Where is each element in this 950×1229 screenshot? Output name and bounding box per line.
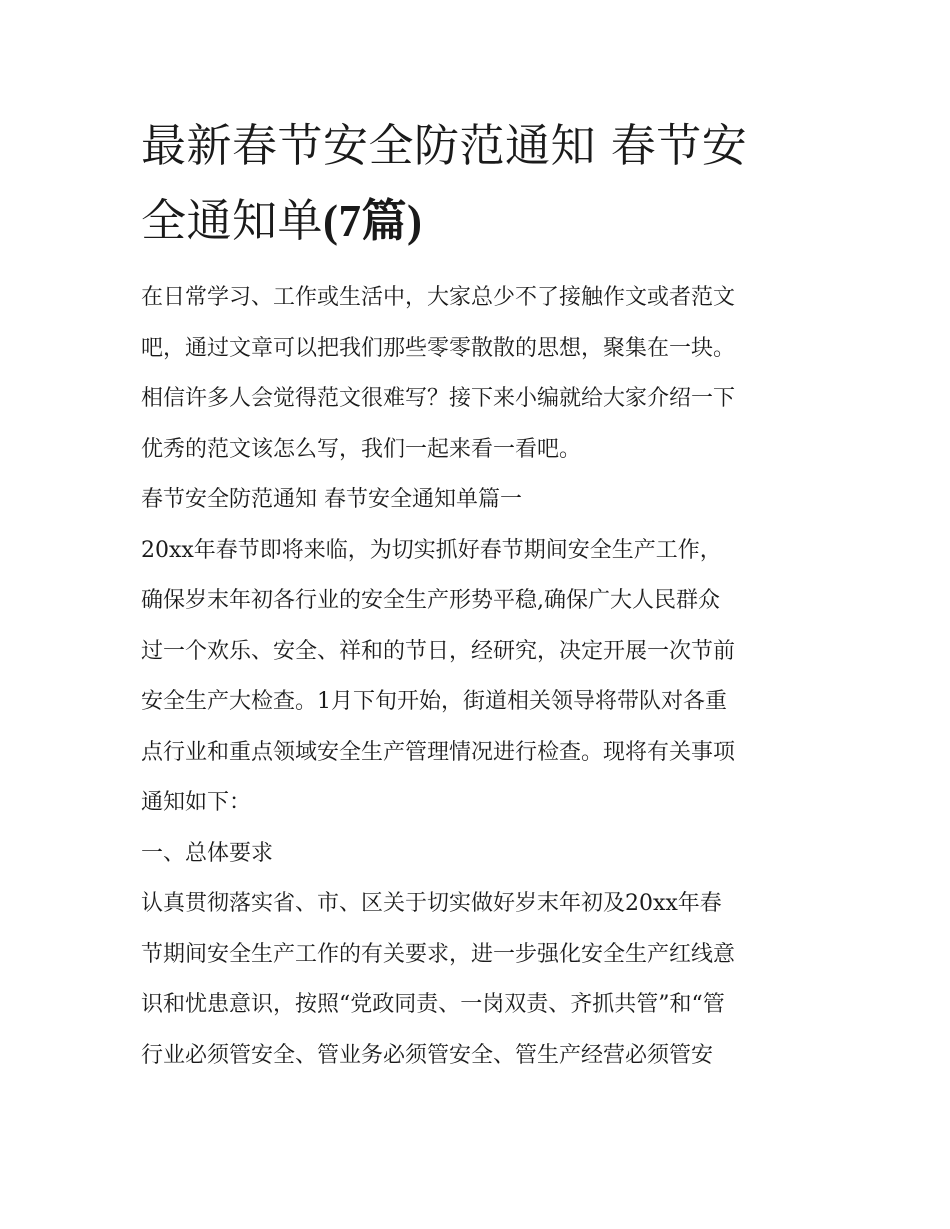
text-line: 相信许多人会觉得范文很难写？接下来小编就给大家介绍一下 xyxy=(141,386,736,411)
document-page xyxy=(141,108,813,1081)
text-line: 通知如下： xyxy=(141,790,252,815)
section-title xyxy=(141,475,813,526)
text-line: 安全生产大检查。1月下旬开始，街道相关领导将带队对各重 xyxy=(141,689,727,714)
paragraph-2 xyxy=(141,879,813,1081)
text-line: 优秀的范文该怎么写，我们一起来看一看吧。 xyxy=(141,436,582,462)
document-body xyxy=(141,273,813,1081)
heading-general-requirements xyxy=(141,829,813,880)
intro-paragraph xyxy=(141,273,813,475)
title-line-2-prefix: 全通知单 xyxy=(141,194,324,247)
text-line: 吧，通过文章可以把我们那些零零散散的思想，聚集在一块。 xyxy=(141,335,736,361)
document-title xyxy=(141,108,813,259)
text-line: 识和忧患意识，按照“党政同责、一岗双责、齐抓共管”和“管 xyxy=(141,992,725,1017)
text-line: 节期间安全生产工作的有关要求，进一步强化安全生产红线意 xyxy=(141,941,736,967)
title-line-2-suffix: (7篇) xyxy=(323,196,423,246)
text-line: 20xx年春节即将来临，为切实抓好春节期间安全生产工作， xyxy=(141,537,722,563)
title-line-1: 最新春节安全防范通知 春节安 xyxy=(141,119,748,172)
text-line: 行业必须管安全、管业务必须管安全、管生产经营必须管安 xyxy=(141,1042,714,1068)
title-line-2 xyxy=(141,183,813,259)
text-line: 在日常学习、工作或生活中，大家总少不了接触作文或者范文 xyxy=(141,285,736,310)
heading-text: 一、总体要求 xyxy=(141,840,274,866)
section-title-text: 春节安全防范通知 春节安全通知单篇一 xyxy=(141,487,522,512)
text-line: 点行业和重点领域安全生产管理情况进行检查。现将有关事项 xyxy=(141,739,736,765)
text-line: 认真贯彻落实省、市、区关于切实做好岁末年初及20xx年春 xyxy=(141,891,722,916)
text-line: 确保岁末年初各行业的安全生产形势平稳,确保广大人民群众 xyxy=(141,588,720,613)
paragraph-1 xyxy=(141,526,813,829)
text-line: 过一个欢乐、安全、祥和的节日，经研究，决定开展一次节前 xyxy=(141,638,736,664)
